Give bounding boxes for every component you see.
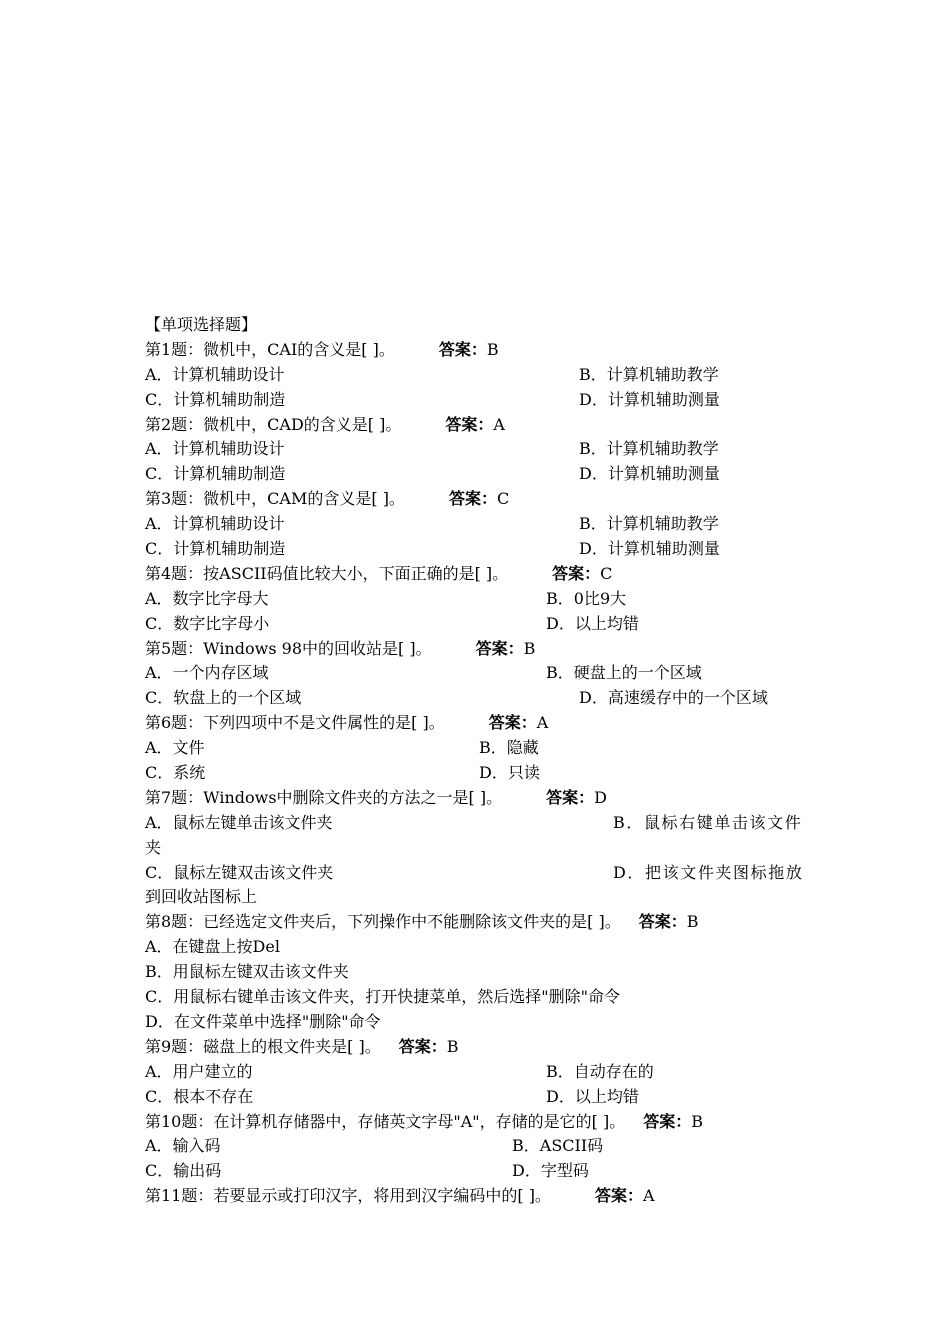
question-text: 第5题：Windows 98中的回收站是[ ]。 <box>145 638 432 658</box>
option-row <box>145 437 815 462</box>
option-c: C．系统 <box>145 763 206 783</box>
option-d: D．计算机辅助测量 <box>579 464 720 484</box>
question-text: 第8题：已经选定文件夹后，下列操作中不能删除该文件夹的是[ ]。 <box>145 912 621 932</box>
answer-label: 答案： <box>398 1036 447 1056</box>
answer-label: 答案： <box>488 713 537 733</box>
question-list <box>145 313 815 1209</box>
option-row <box>145 661 815 686</box>
option-b: B．用鼠标左键双击该文件夹 <box>145 962 349 982</box>
question-text: 第4题：按ASCII码值比较大小，下面正确的是[ ]。 <box>145 563 509 583</box>
option-b: B．鼠标右键单击该文件 <box>613 812 803 832</box>
question-stem <box>145 562 815 587</box>
answer-label: 答案： <box>546 787 595 807</box>
option-a: A．数字比字母大 <box>145 588 269 608</box>
option-a: A．文件 <box>145 738 205 758</box>
option-d: D．以上均错 <box>546 613 639 633</box>
question-stem <box>145 711 815 736</box>
answer-label: 答案： <box>448 489 497 509</box>
answer-label: 答案： <box>475 638 524 658</box>
option-b: B．0比9大 <box>546 588 627 608</box>
option-b: B．自动存在的 <box>546 1061 654 1081</box>
question-text: 第6题：下列四项中不是文件属性的是[ ]。 <box>145 713 445 733</box>
question-text: 第11题：若要显示或打印汉字，将用到汉字编码中的[ ]。 <box>145 1186 551 1206</box>
answer-value: C <box>600 563 613 583</box>
option-d: D．字型码 <box>512 1161 589 1181</box>
option-a: A．计算机辅助设计 <box>145 514 285 534</box>
answer-value: A <box>536 713 549 733</box>
option-d: D．把该文件夹图标拖放 <box>613 862 804 882</box>
question-stem <box>145 910 815 935</box>
option-d: D．高速缓存中的一个区域 <box>579 688 768 708</box>
answer-value: B <box>523 638 536 658</box>
option-a: A．计算机辅助设计 <box>145 439 285 459</box>
option-a: A．计算机辅助设计 <box>145 364 285 384</box>
question-text: 第10题：在计算机存储器中，存储英文字母"A"，存储的是它的[ ]。 <box>145 1111 626 1131</box>
option-d: D．计算机辅助测量 <box>579 539 720 559</box>
option-d: D．计算机辅助测量 <box>579 389 720 409</box>
answer-value: B <box>446 1036 459 1056</box>
section-title: 【单项选择题】 <box>145 315 258 334</box>
option-a: A．一个内存区域 <box>145 663 269 683</box>
answer-label: 答案： <box>643 1111 692 1131</box>
option-row <box>145 1134 815 1159</box>
question-text: 第2题：微机中，CAD的含义是[ ]。 <box>145 414 402 434</box>
answer-value: D <box>594 787 607 807</box>
answer-label: 答案： <box>638 912 687 932</box>
option-c: C．数字比字母小 <box>145 613 270 633</box>
option-c: C．鼠标左键双击该文件夹 <box>145 862 334 882</box>
option-c: C．输出码 <box>145 1161 222 1181</box>
option-a: A．在键盘上按Del <box>145 937 280 957</box>
option-row <box>145 811 815 836</box>
option-row <box>145 686 815 711</box>
option-row <box>145 388 815 413</box>
option-row <box>145 761 815 786</box>
option-b: B．隐藏 <box>479 738 539 758</box>
option-c: C．用鼠标右键单击该文件夹，打开快捷菜单，然后选择"删除"命令 <box>145 987 620 1007</box>
answer-value: C <box>496 489 510 509</box>
question-text: 第3题：微机中，CAM的含义是[ ]。 <box>145 489 405 509</box>
option-wrap: 到回收站图标上 <box>145 887 258 907</box>
option-b: B．ASCII码 <box>512 1136 604 1156</box>
option-row <box>145 861 815 886</box>
question-stem <box>145 1110 815 1135</box>
question-stem <box>145 786 815 811</box>
question-stem <box>145 338 815 363</box>
question-stem <box>145 1035 815 1060</box>
question-text: 第1题：微机中，CAI的含义是[ ]。 <box>145 339 395 359</box>
option-row <box>145 587 815 612</box>
option-c: C．计算机辅助制造 <box>145 464 286 484</box>
answer-label: 答案： <box>445 414 494 434</box>
option-b: B．计算机辅助教学 <box>579 514 719 534</box>
option-row <box>145 612 815 637</box>
option-d: D．在文件菜单中选择"删除"命令 <box>145 1011 381 1031</box>
option-row <box>145 462 815 487</box>
answer-label: 答案： <box>438 339 487 359</box>
option-row <box>145 1060 815 1085</box>
option-c: C．根本不存在 <box>145 1086 254 1106</box>
option-row <box>145 537 815 562</box>
answer-value: A <box>493 414 505 434</box>
question-text: 第7题：Windows中删除文件夹的方法之一是[ ]。 <box>145 787 503 807</box>
answer-label: 答案： <box>552 563 601 583</box>
question-stem <box>145 413 815 438</box>
option-b: B．计算机辅助教学 <box>579 439 719 459</box>
option-b: B．计算机辅助教学 <box>579 364 719 384</box>
question-stem <box>145 637 815 662</box>
question-stem <box>145 487 815 512</box>
option-a: A．输入码 <box>145 1136 221 1156</box>
option-a: A．用户建立的 <box>145 1061 253 1081</box>
option-c: C．计算机辅助制造 <box>145 389 286 409</box>
question-stem <box>145 1184 815 1209</box>
option-d: D．以上均错 <box>546 1086 639 1106</box>
option-wrap: 夹 <box>145 837 162 857</box>
option-c: C．计算机辅助制造 <box>145 539 286 559</box>
option-d: D．只读 <box>479 763 540 783</box>
option-row <box>145 512 815 537</box>
answer-label: 答案： <box>594 1186 643 1206</box>
option-row <box>145 1159 815 1184</box>
answer-value: A <box>642 1186 655 1206</box>
answer-value: B <box>691 1111 703 1131</box>
option-row <box>145 1085 815 1110</box>
option-c: C．软盘上的一个区域 <box>145 688 302 708</box>
answer-value: B <box>686 912 699 932</box>
option-row <box>145 363 815 388</box>
option-row <box>145 736 815 761</box>
question-text: 第9题：磁盘上的根文件夹是[ ]。 <box>145 1036 381 1056</box>
option-a: A．鼠标左键单击该文件夹 <box>145 812 333 832</box>
answer-value: B <box>486 339 499 359</box>
option-b: B．硬盘上的一个区域 <box>546 663 702 683</box>
